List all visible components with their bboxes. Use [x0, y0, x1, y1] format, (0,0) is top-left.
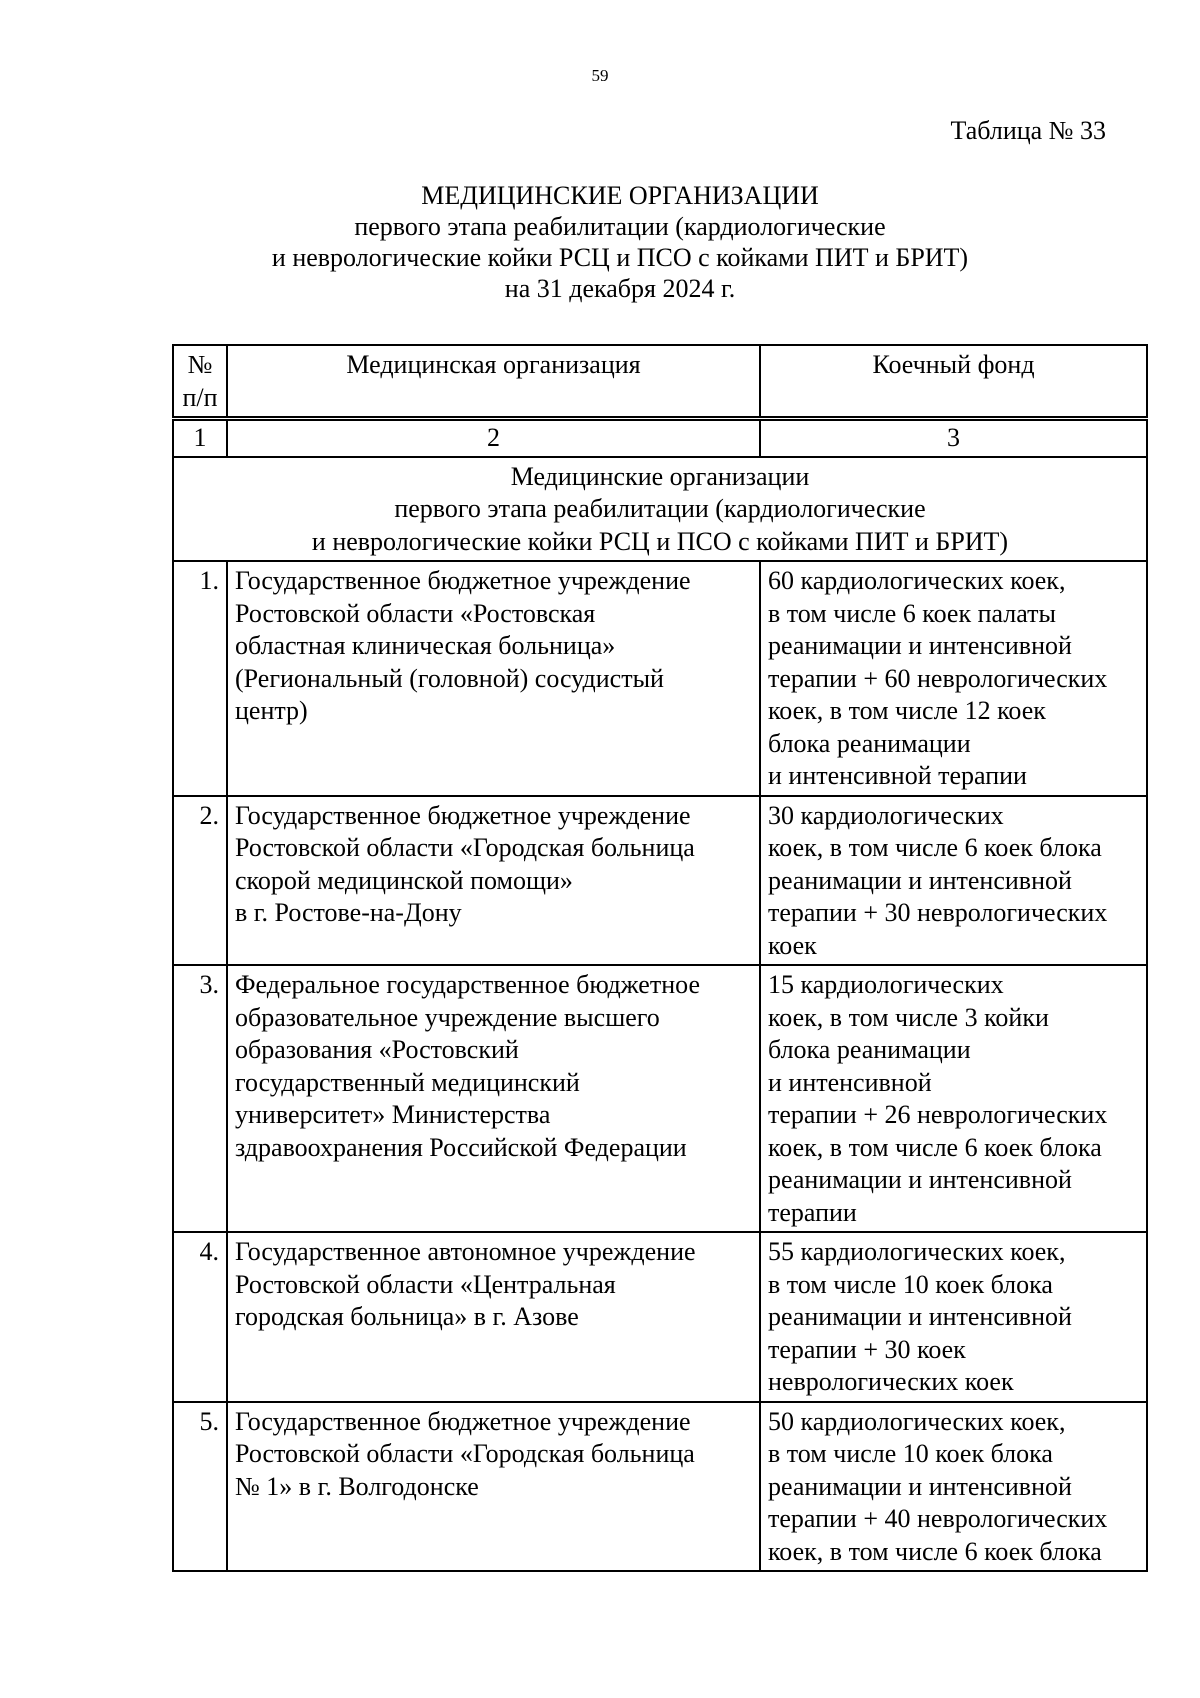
header-organization: Медицинская организация: [227, 345, 760, 419]
table-label: Таблица № 33: [950, 116, 1106, 145]
beds-line: реанимации и интенсивной: [768, 1471, 1072, 1501]
organization-cell: [227, 965, 760, 1232]
header-beds: Коечный фонд: [760, 345, 1147, 419]
beds-line: в том числе 10 коек блока: [768, 1439, 1053, 1468]
table-row: [173, 1402, 1147, 1572]
organization-line: городская больница» в г. Азове: [235, 1302, 579, 1331]
beds-line: в том числе 10 коек блока: [768, 1269, 1053, 1299]
title-line: на 31 декабря 2024 г.: [504, 274, 736, 303]
organization-line: Государственное бюджетное учреждение: [235, 1406, 691, 1436]
beds-line: 15 кардиологических: [768, 970, 1004, 999]
organization-line: центр): [235, 696, 308, 725]
section-line: Медицинские организации: [510, 461, 810, 491]
document-title: [160, 180, 1080, 304]
beds-line: терапии + 26 неврологических: [768, 1100, 1108, 1129]
title-line: и неврологические койки РСЦ и ПСО с койками ПИТ и БРИТ): [271, 243, 969, 272]
organization-line: № 1» в г. Волгодонске: [235, 1471, 479, 1501]
organization-line: Государственное автономное учреждение: [235, 1237, 696, 1266]
table-body: [173, 561, 1147, 1571]
column-index: 2: [227, 419, 760, 457]
beds-line: неврологических коек: [768, 1367, 1014, 1396]
beds-line: 55 кардиологических коек,: [768, 1237, 1066, 1266]
organization-line: (Региональный (головной) сосудистый: [235, 663, 664, 693]
organizations-table: [172, 344, 1148, 1572]
organization-line: образовательное учреждение высшего: [235, 1002, 660, 1032]
organization-cell: [227, 796, 760, 966]
beds-line: блока реанимации: [768, 1035, 971, 1064]
organization-line: Государственное бюджетное учреждение: [235, 566, 691, 595]
beds-cell: [760, 1402, 1147, 1572]
beds-line: терапии + 40 неврологических: [768, 1504, 1108, 1533]
beds-line: терапии: [768, 1197, 857, 1227]
column-index-row: [173, 419, 1147, 457]
beds-line: коек, в том числе 12 коек: [768, 696, 1046, 725]
title-line: первого этапа реабилитации (кардиологические: [354, 212, 886, 241]
section-header: [173, 457, 1147, 562]
beds-cell: [760, 965, 1147, 1232]
row-number: 1.: [173, 561, 227, 796]
page-number: 59: [591, 66, 609, 85]
header-number: [173, 345, 227, 419]
beds-line: 50 кардиологических коек,: [768, 1406, 1066, 1436]
organization-line: областная клиническая больница»: [235, 631, 616, 660]
organization-line: государственный медицинский: [235, 1067, 580, 1097]
table-row: [173, 561, 1147, 796]
table-header-row: [173, 345, 1147, 419]
beds-line: терапии + 30 неврологических: [768, 898, 1108, 927]
organization-line: Ростовской области «Городская больница: [235, 1439, 695, 1468]
row-number: 2.: [173, 796, 227, 966]
table-row: [173, 965, 1147, 1232]
beds-cell: [760, 1232, 1147, 1402]
organization-line: университет» Министерства: [235, 1100, 551, 1129]
beds-line: коек: [768, 930, 817, 960]
beds-line: коек, в том числе 6 коек блока: [768, 1536, 1102, 1566]
table-row: [173, 796, 1147, 966]
organization-line: в г. Ростове-на-Дону: [235, 898, 462, 927]
beds-line: реанимации и интенсивной: [768, 865, 1072, 895]
organization-line: Государственное бюджетное учреждение: [235, 800, 691, 830]
title-line: МЕДИЦИНСКИЕ ОРГАНИЗАЦИИ: [421, 181, 819, 210]
beds-line: и интенсивной терапии: [768, 761, 1027, 790]
beds-cell: [760, 561, 1147, 796]
section-line: первого этапа реабилитации (кардиологические: [394, 494, 926, 523]
beds-line: 30 кардиологических: [768, 800, 1004, 830]
table-row: [173, 1232, 1147, 1402]
beds-line: реанимации и интенсивной: [768, 1302, 1072, 1331]
row-number: 3.: [173, 965, 227, 1232]
beds-line: коек, в том числе 3 койки: [768, 1002, 1049, 1032]
section-line: и неврологические койки РСЦ и ПСО с койками ПИТ и БРИТ): [311, 526, 1009, 556]
organization-line: образования «Ростовский: [235, 1035, 519, 1064]
beds-cell: [760, 796, 1147, 966]
row-number: 5.: [173, 1402, 227, 1572]
organization-line: здравоохранения Российской Федерации: [235, 1132, 687, 1162]
organization-line: Ростовской области «Городская больница: [235, 833, 695, 862]
column-index: 1: [173, 419, 227, 457]
beds-line: блока реанимации: [768, 728, 971, 758]
beds-line: коек, в том числе 6 коек блока: [768, 1132, 1102, 1162]
organization-line: Ростовской области «Ростовская: [235, 598, 596, 628]
column-index: 3: [760, 419, 1147, 457]
section-header-row: [173, 457, 1147, 562]
beds-line: реанимации и интенсивной: [768, 1165, 1072, 1194]
beds-line: коек, в том числе 6 коек блока: [768, 833, 1102, 862]
row-number: 4.: [173, 1232, 227, 1402]
header-number-line: п/п: [182, 382, 218, 412]
organization-line: скорой медицинской помощи»: [235, 865, 573, 895]
organization-cell: [227, 1402, 760, 1572]
beds-line: реанимации и интенсивной: [768, 631, 1072, 660]
organization-line: Федеральное государственное бюджетное: [235, 970, 700, 999]
beds-line: терапии + 30 коек: [768, 1334, 966, 1364]
beds-line: 60 кардиологических коек,: [768, 566, 1066, 595]
beds-line: терапии + 60 неврологических: [768, 663, 1108, 693]
organization-cell: [227, 1232, 760, 1402]
header-number-line: №: [187, 350, 213, 379]
beds-line: в том числе 6 коек палаты: [768, 598, 1056, 628]
organization-cell: [227, 561, 760, 796]
beds-line: и интенсивной: [768, 1067, 932, 1097]
organization-line: Ростовской области «Центральная: [235, 1269, 616, 1299]
